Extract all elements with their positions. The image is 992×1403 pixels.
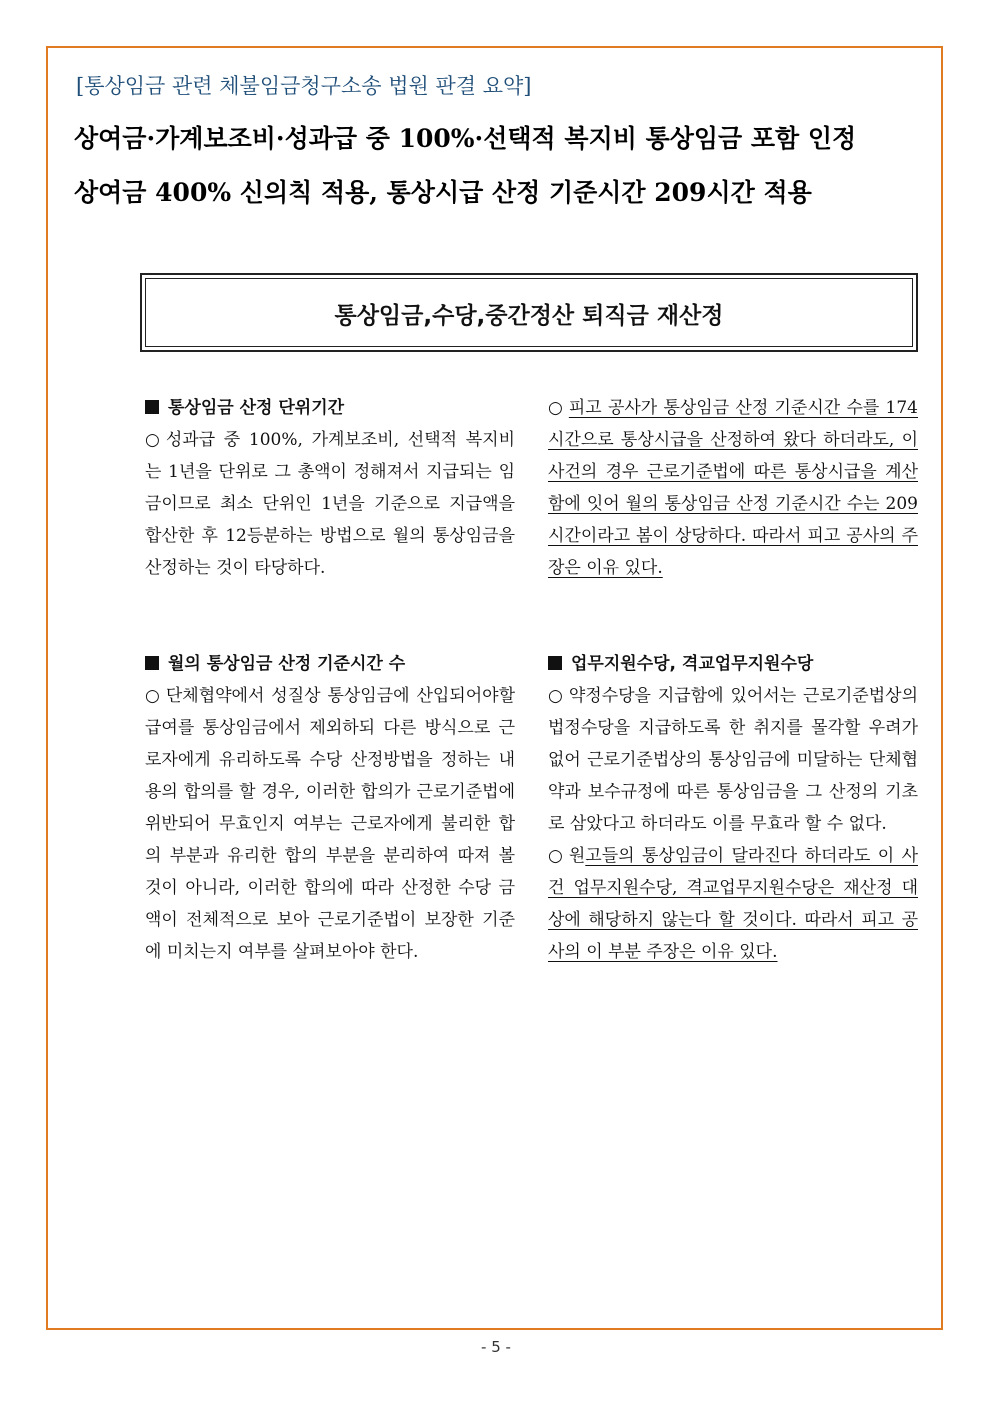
left-section-unit-period [145, 392, 515, 584]
paragraph-text: 성과급 중 100%, 가계보조비, 선택적 복지비는 1년을 단위로 그 총액이 정해져서 지급되는 임금이므로 최소 단위인 1년을 기준으로 지급액을 합산한 후 12등분하는 방법으로 월의 통상임금을 산정하는 것이 타당하다. [145, 430, 515, 578]
headline-line-2: 상여금 400% 신의칙 적용, 통상시급 산정 기준시간 209시간 적용 [74, 178, 812, 207]
black-square-icon [145, 400, 159, 414]
section-title: 통상임금,수당,중간정산 퇴직금 재산정 [334, 303, 724, 329]
paragraph-text: 약정수당을 지급함에 있어서는 근로기준법상의 법정수당을 지급하도록 한 취지를 몰각할 우려가 없어 근로기준법상의 통상임금에 미달하는 단체협약과 보수규정에 따른 통상임금을 그 산정의 기초로 삼았다고 하더라도 이를 무효라 할 수 없다. [548, 686, 918, 834]
section-paragraph [548, 680, 918, 840]
section-paragraph [145, 424, 515, 584]
circle-bullet-icon: ○ [548, 398, 563, 418]
left-section-standard-hours [145, 648, 515, 968]
circle-bullet-icon: ○ [548, 846, 563, 866]
black-square-icon [548, 656, 562, 670]
paragraph-text: 단체협약에서 성질상 통상임금에 산입되어야할 급여를 통상임금에서 제외하되 다른 방식으로 근로자에게 유리하도록 수당 산정방법을 정하는 내용의 합의를 할 경우, 이러한 합의가 근로기준법에 위반되어 무효인지 여부는 근로자에게 불리한 합의 부분과 유리한 합의 부분을 분리하여 따져 볼 것이 아니라, 이러한 합의에 따라 산정한 수당 금액이 전체적으로 보아 근로기준법이 보장한 기준에 미치는지 여부를 살펴보아야 한다. [145, 686, 515, 962]
section-paragraph [548, 392, 918, 584]
section-heading [145, 648, 515, 680]
circle-bullet-icon: ○ [145, 430, 160, 450]
circle-bullet-icon: ○ [548, 686, 563, 706]
section-heading-text: 월의 통상임금 산정 기준시간 수 [168, 654, 406, 674]
section-title-box [140, 273, 918, 352]
paragraph-text: 원 [568, 846, 586, 866]
headline-line-1: 상여금·가계보조비·성과급 중 100%·선택적 복지비 통상임금 포함 인정 [74, 124, 857, 153]
right-section-defendant-hours [548, 392, 918, 584]
section-heading [145, 392, 515, 424]
section-heading-text: 통상임금 산정 단위기간 [168, 398, 345, 418]
section-paragraph [145, 680, 515, 968]
section-heading-text: 업무지원수당, 격교업무지원수당 [571, 654, 814, 674]
black-square-icon [145, 656, 159, 670]
section-paragraph [548, 840, 918, 968]
page-number: - 5 - [481, 1338, 511, 1356]
underlined-paragraph-text: 피고 공사가 통상임금 산정 기준시간 수를 174시간으로 통상시급을 산정하여 왔다 하더라도, 이 사건의 경우 근로기준법에 따른 통상시급을 계산함에 잇어 월의 통상임금 산정 기준시간 수는 209시간이라고 봄이 상당하다. 따라서 피고 공사의 주장은 이유 있다. [548, 398, 918, 578]
document-subtitle: [통상임금 관련 체불임금청구소송 법원 판결 요약] [76, 74, 532, 98]
underlined-paragraph-text: 고들의 통상임금이 달라진다 하더라도 이 사건 업무지원수당, 격교업무지원수당은 재산정 대상에 해당하지 않는다 할 것이다. 따라서 피고 공사의 이 부분 주장은 이유 있다. [548, 846, 918, 962]
circle-bullet-icon: ○ [145, 686, 160, 706]
section-heading [548, 648, 918, 680]
right-section-allowances [548, 648, 918, 968]
